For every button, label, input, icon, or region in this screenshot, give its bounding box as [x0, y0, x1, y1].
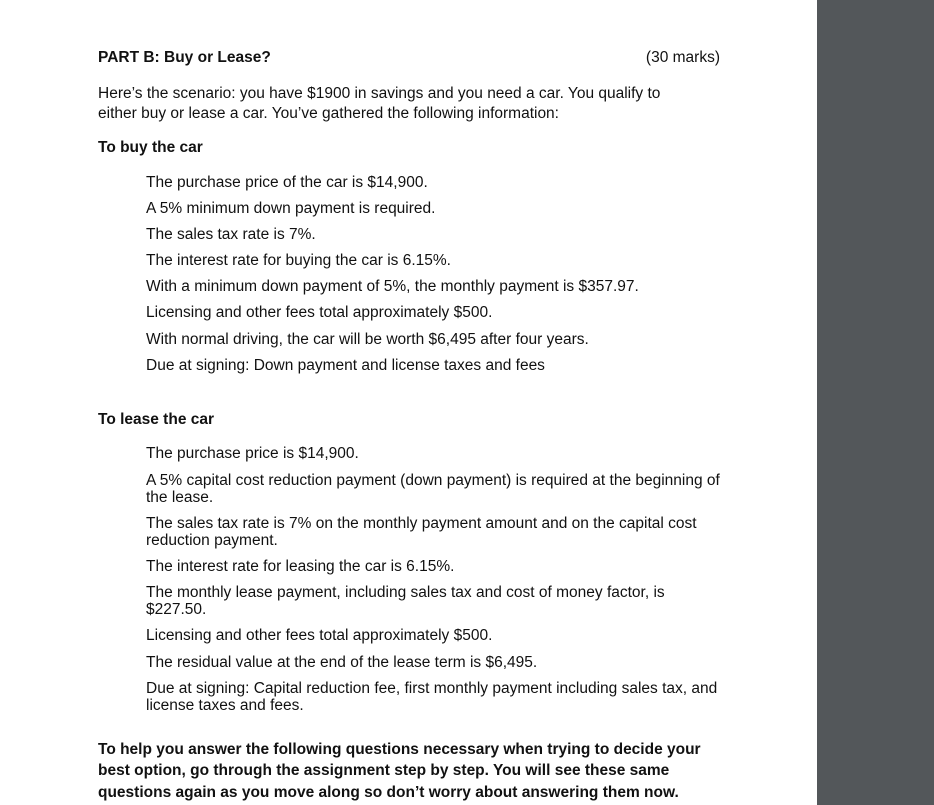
list-item: The purchase price is $14,900.: [146, 445, 359, 463]
list-item: Due at signing: Down payment and license taxes and fees: [146, 356, 545, 374]
list-item: A 5% capital cost reduction payment (down payment) is required at the beginning of the lease.: [146, 471, 720, 506]
scenario-intro: Here’s the scenario: you have $1900 in savings and you need a car. You qualify to either buy or lease a car. You’ve gathered the following information:: [98, 85, 661, 122]
list-item: With a minimum down payment of 5%, the monthly payment is $357.97.: [146, 278, 639, 296]
closing-instructions: To help you answer the following questions necessary when trying to decide your best option, go through the assignment step by step. You will see these same questions again as you move along so don’t worry about answering them now.: [98, 740, 701, 801]
list-item: Licensing and other fees total approximately $500.: [146, 627, 493, 645]
lease-heading: To lease the car: [98, 411, 215, 429]
viewer-background: [817, 0, 934, 805]
lease-facts-list: [146, 445, 720, 713]
part-header: [98, 48, 720, 68]
list-item: The purchase price of the car is $14,900.: [146, 174, 428, 191]
list-item: Due at signing: Capital reduction fee, first monthly payment including sales tax, and license taxes and fees.: [146, 679, 718, 714]
list-item: Licensing and other fees total approximately $500.: [146, 304, 493, 322]
buy-heading: To buy the car: [98, 139, 203, 156]
list-item: The sales tax rate is 7%.: [146, 226, 316, 244]
document-content: [98, 48, 720, 803]
marks-label: (30 marks): [645, 49, 720, 66]
part-title: PART B: Buy or Lease?: [98, 49, 271, 66]
list-item: The interest rate for buying the car is 6.15%.: [146, 252, 451, 270]
list-item: The sales tax rate is 7% on the monthly payment amount and on the capital cost reduction payment.: [146, 514, 697, 549]
list-item: With normal driving, the car will be worth $6,495 after four years.: [146, 330, 589, 348]
list-item: The monthly lease payment, including sales tax and cost of money factor, is $227.50.: [146, 584, 665, 619]
list-item: The interest rate for leasing the car is 6.15%.: [146, 558, 455, 576]
list-item: A 5% minimum down payment is required.: [146, 200, 436, 218]
buy-facts-list: [146, 173, 720, 375]
list-item: The residual value at the end of the lease term is $6,495.: [146, 653, 538, 671]
